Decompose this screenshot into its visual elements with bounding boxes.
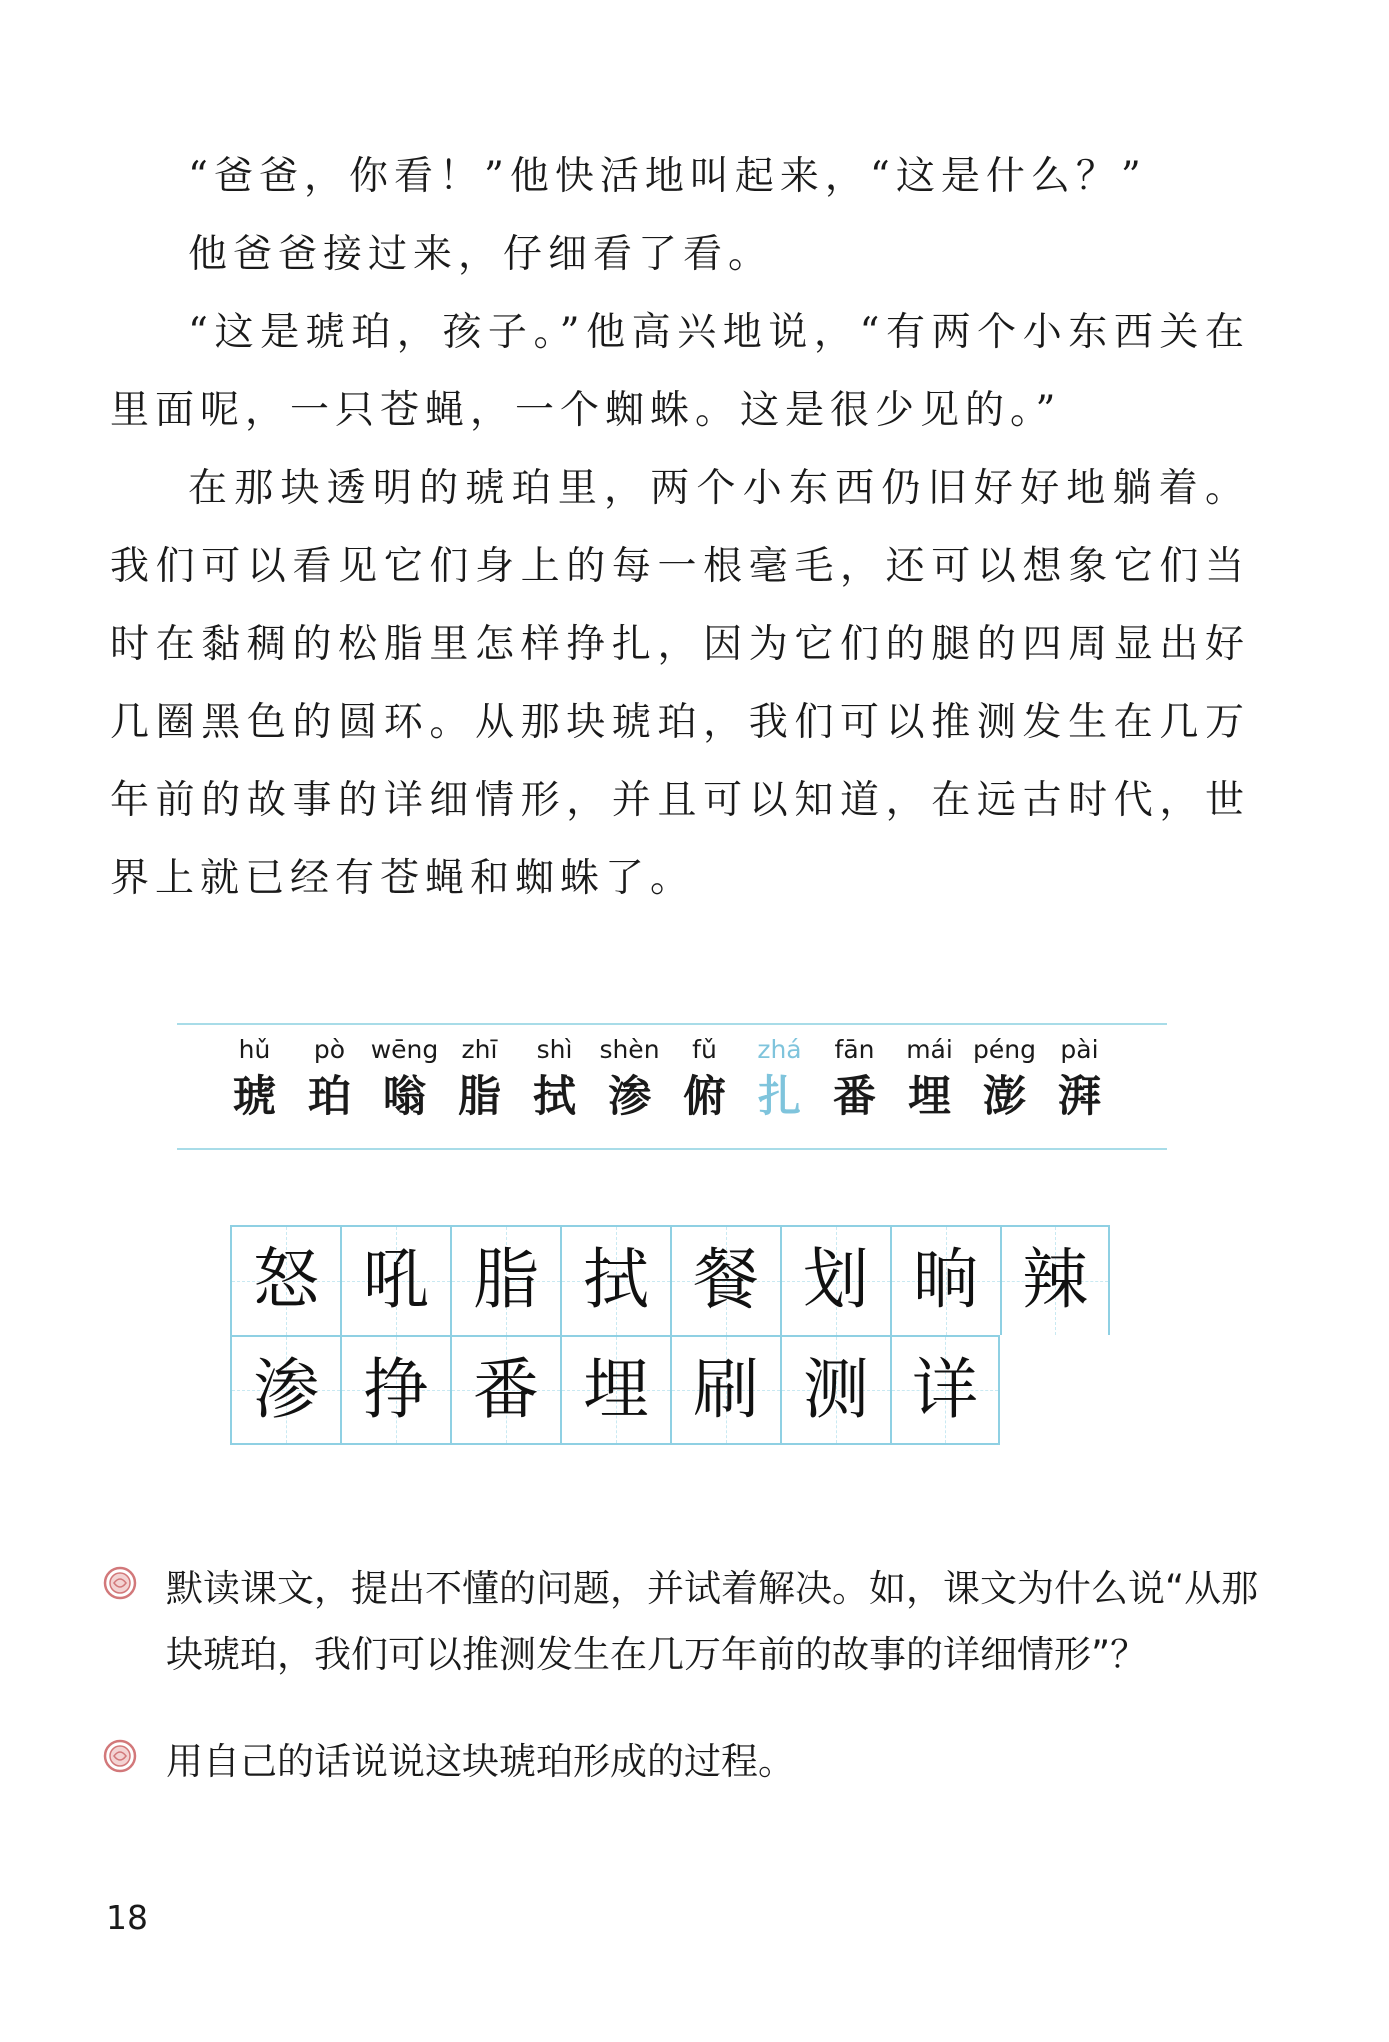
writing-char: 番: [473, 1351, 539, 1428]
recognize-char: 脂: [458, 1072, 501, 1122]
writing-cell: [890, 1225, 1000, 1335]
pinyin-label: zhī: [461, 1035, 498, 1064]
pinyin-label: shèn: [599, 1035, 660, 1064]
recognize-char-item: [592, 1033, 667, 1127]
pinyin-label: fǔ: [692, 1035, 717, 1064]
writing-char: 划: [803, 1241, 869, 1318]
writing-cell: [230, 1225, 340, 1335]
recognize-char-item: [967, 1033, 1042, 1127]
writing-char: 挣: [363, 1351, 429, 1428]
pinyin-label: péng: [973, 1035, 1036, 1064]
recognize-char: 拭: [533, 1072, 576, 1122]
recognize-char: 珀: [308, 1072, 351, 1122]
writing-char: 辣: [1022, 1241, 1088, 1318]
recognize-char-item: [892, 1033, 967, 1127]
pinyin-label: pài: [1060, 1035, 1099, 1064]
recognize-char: 番: [833, 1072, 876, 1122]
writing-cell: [230, 1335, 340, 1445]
story-paragraph-2: 他爸爸接过来，仔细看了看。: [188, 232, 774, 277]
writing-cell: [1000, 1225, 1110, 1335]
flower-bullet-icon: [103, 1739, 137, 1773]
exercise-question-1: [103, 1556, 1263, 1688]
writing-cell: [670, 1335, 780, 1445]
writing-char: 拭: [583, 1241, 649, 1318]
flower-bullet-icon: [103, 1566, 137, 1600]
recognize-characters-band: [177, 1023, 1167, 1150]
writing-char: 渗: [253, 1351, 319, 1428]
pinyin-label: mái: [906, 1035, 953, 1064]
recognize-char-item: [517, 1033, 592, 1127]
pinyin-label: hǔ: [238, 1035, 271, 1064]
writing-cell: [670, 1225, 780, 1335]
recognize-char: 埋: [908, 1072, 951, 1122]
recognize-char-item: [217, 1033, 292, 1127]
pinyin-label: shì: [536, 1035, 573, 1064]
pinyin-label: zhá: [757, 1035, 802, 1064]
writing-cell: [450, 1335, 560, 1445]
writing-cell: [450, 1225, 560, 1335]
writing-char: 吼: [363, 1241, 429, 1318]
recognize-char: 湃: [1058, 1072, 1101, 1122]
question-text: 用自己的话说说这块琥珀形成的过程。: [166, 1740, 795, 1783]
writing-cell: [890, 1335, 1000, 1445]
writing-cell: [780, 1225, 890, 1335]
writing-char: 埋: [583, 1351, 649, 1428]
question-text: 默读课文，提出不懂的问题，并试着解决。如，课文为什么说“从那块琥珀，我们可以推测发生在几万年前的故事的详细情形”？: [166, 1567, 1259, 1676]
recognize-char: 嗡: [383, 1072, 426, 1122]
writing-cell: [560, 1225, 670, 1335]
pinyin-character-row: [217, 1033, 1117, 1127]
recognize-char-item: [1042, 1033, 1117, 1127]
writing-cell: [780, 1335, 890, 1445]
writing-char: 测: [803, 1351, 869, 1428]
writing-cell: [340, 1335, 450, 1445]
exercise-question-2: [103, 1729, 1263, 1795]
recognize-char: 澎: [983, 1072, 1026, 1122]
writing-cell: [340, 1225, 450, 1335]
recognize-char-item: [667, 1033, 742, 1127]
recognize-char-item: [817, 1033, 892, 1127]
page-number: 18: [106, 1898, 148, 1937]
writing-char: 怒: [253, 1241, 319, 1318]
pinyin-label: pò: [313, 1035, 346, 1064]
story-paragraph-3: “这是琥珀，孩子。”他高兴地说，“有两个小东西关在里面呢，一只苍蝇，一个蜘蛛。这是很少见的。”: [110, 310, 1250, 433]
recognize-char: 俯: [683, 1072, 726, 1122]
writing-char: 刷: [693, 1351, 759, 1428]
recognize-char: 渗: [608, 1072, 651, 1122]
pinyin-label: wēng: [370, 1035, 439, 1064]
writing-char: 详: [912, 1351, 978, 1428]
recognize-char-item: [292, 1033, 367, 1127]
pinyin-label: fān: [834, 1035, 875, 1064]
recognize-char: 琥: [233, 1072, 276, 1122]
writing-character-grid: [230, 1225, 1110, 1445]
writing-char: 晌: [913, 1241, 979, 1318]
writing-char: 餐: [693, 1241, 759, 1318]
writing-cell: [560, 1335, 670, 1445]
recognize-char-item: [442, 1033, 517, 1127]
writing-char: 脂: [473, 1241, 539, 1318]
story-paragraph-1: “爸爸，你看！”他快活地叫起来，“这是什么？”: [188, 154, 1147, 199]
recognize-char: 扎: [758, 1072, 801, 1122]
recognize-char-item: [367, 1033, 442, 1127]
story-paragraph-4: 在那块透明的琥珀里，两个小东西仍旧好好地躺着。我们可以看见它们身上的每一根毫毛，还可以想象它们当时在黏稠的松脂里怎样挣扎，因为它们的腿的四周显出好几圈黑色的圆环。从那块琥珀，我们可以推测发生在几万年前的故事的详细情形，并且可以知道，在远古时代，世界上就已经有苍蝇和蜘蛛了。: [110, 466, 1250, 901]
recognize-char-item-highlighted: [742, 1033, 817, 1127]
